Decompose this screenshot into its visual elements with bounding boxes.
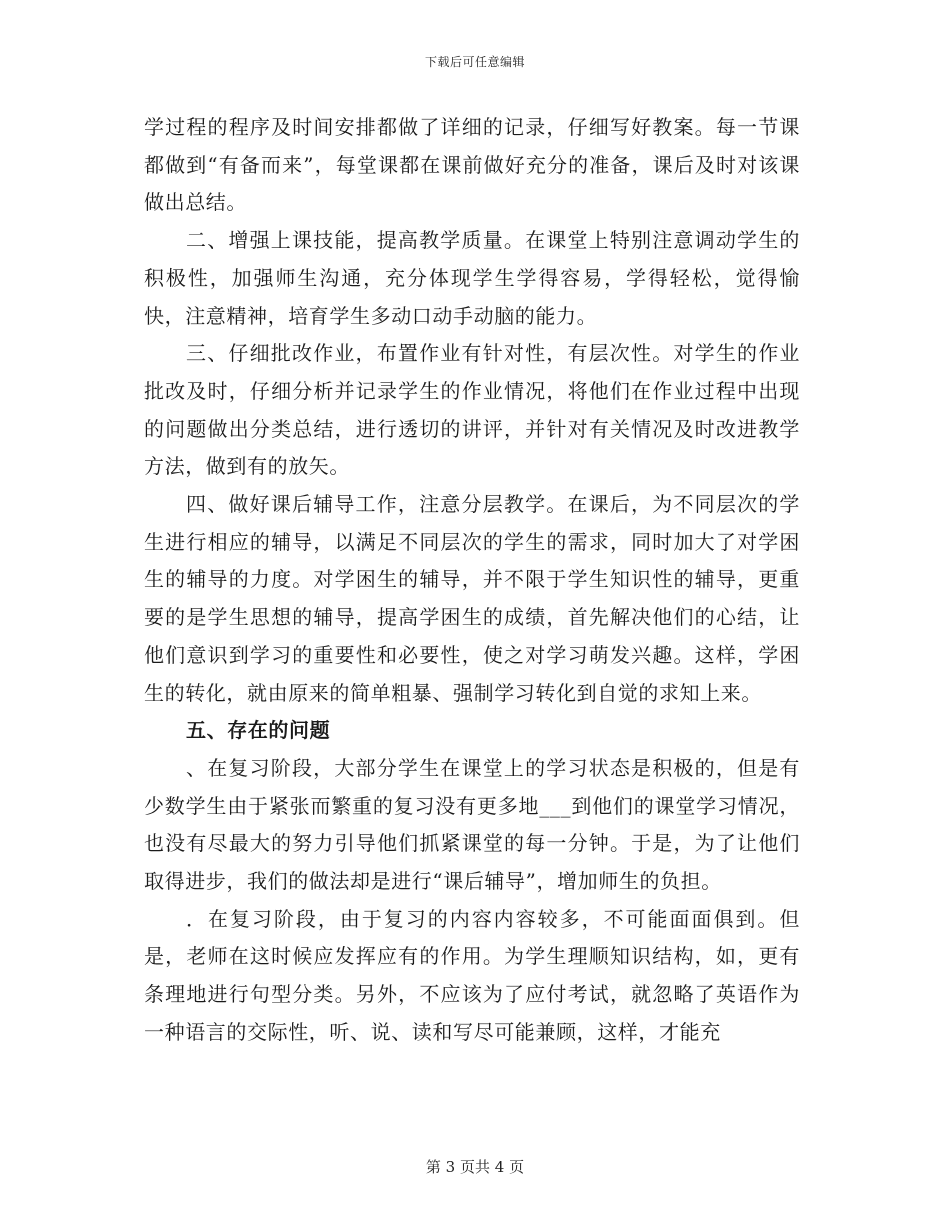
- paragraph-item-4: 四、做好课后辅导工作，注意分层教学。在课后，为不同层次的学生进行相应的辅导，以满足不同层次的学生的需求，同时加大了对学困生的辅导的力度。对学困生的辅导，并不限于学生知识性的辅导，更重要的是学生思想的辅导，提高学困生的成绩，首先解决他们的心结，让他们意识到学习的重要性和必要性，使之对学习萌发兴趣。这样，学困生的转化，就由原来的简单粗暴、强制学习转化到自觉的求知上来。: [144, 492, 800, 705]
- paragraph-item-3: 三、仔细批改作业，布置作业有针对性，有层次性。对学生的作业批改及时，仔细分析并记录学生的作业情况，将他们在作业过程中出现的问题做出分类总结，进行透切的讲评，并针对有关情况及时改进教学方法，做到有的放矢。: [144, 341, 800, 479]
- page-header: 下载后可任意编辑: [424, 55, 525, 69]
- paragraph-item-2: 二、增强上课技能，提高教学质量。在课堂上特别注意调动学生的积极性，加强师生沟通，充分体现学生学得容易，学得轻松，觉得愉快，注意精神，培育学生多动口动手动脑的能力。: [144, 228, 800, 328]
- paragraph-continued: 学过程的程序及时间安排都做了详细的记录，仔细写好教案。每一节课都做到“有备而来”，每堂课都在课前做好充分的准备，课后及时对该课做出总结。: [144, 115, 800, 215]
- paragraph-problem-1: 、在复习阶段，大部分学生在课堂上的学习状态是积极的，但是有少数学生由于紧张而繁重的复习没有更多地___到他们的课堂学习情况，也没有尽最大的努力引导他们抓紧课堂的每一分钟。于是，为了让他们取得进步，我们的做法却是进行“课后辅导”，增加师生的负担。: [144, 755, 800, 894]
- section-heading: 五、存在的问题: [186, 718, 331, 743]
- document-body: [144, 109, 800, 1052]
- page-footer: 第 3 页共 4 页: [425, 1158, 525, 1176]
- paragraph-problem-2: ．在复习阶段，由于复习的内容内容较多，不可能面面俱到。但是，老师在这时候应发挥应有的作用。为学生理顺知识结构，如，更有条理地进行句型分类。另外，不应该为了应付考试，就忽略了英语作为一种语言的交际性，听、说、读和写尽可能兼顾，这样，才能充: [144, 906, 800, 1044]
